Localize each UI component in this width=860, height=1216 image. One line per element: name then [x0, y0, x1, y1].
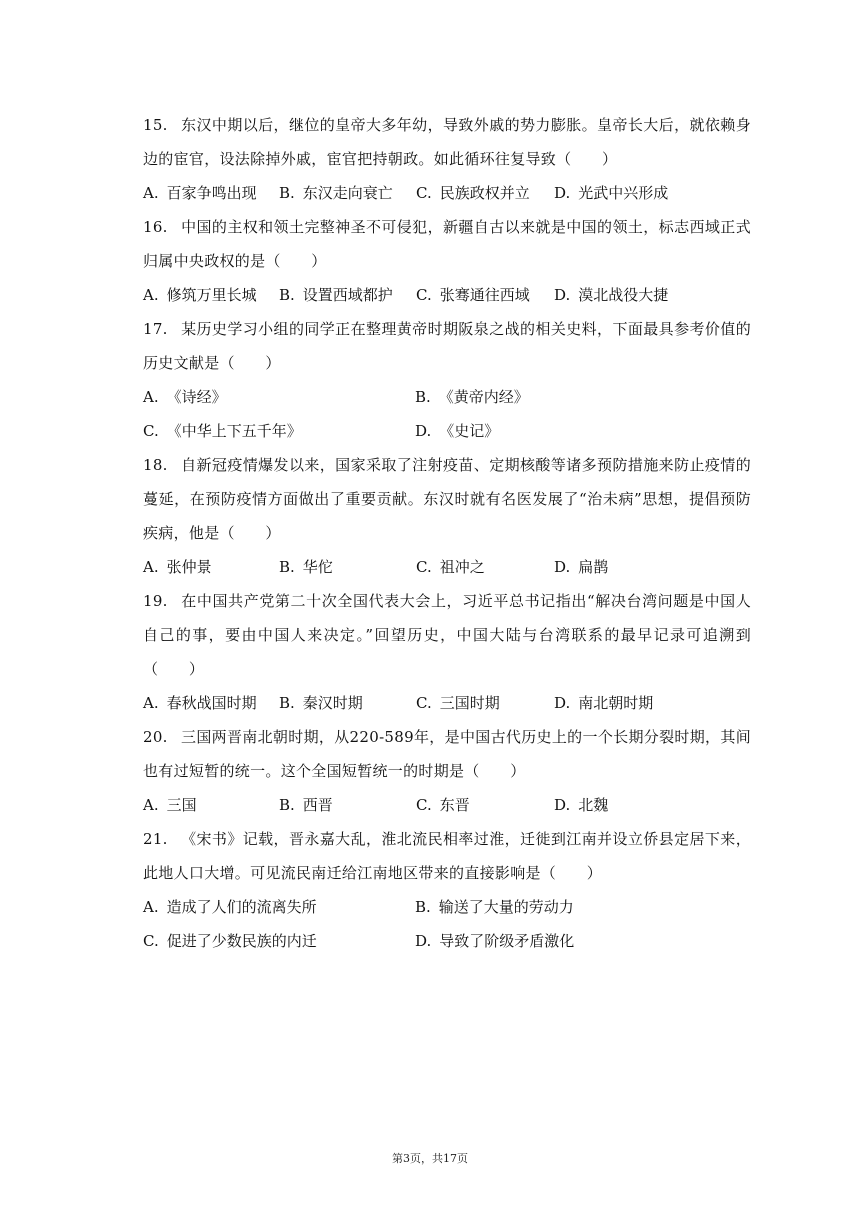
option-c: C. 三国时期	[416, 694, 500, 712]
option-d: D. 南北朝时期	[554, 694, 654, 712]
question-number: 21.	[143, 830, 168, 848]
question-21	[143, 822, 751, 958]
page-footer: 第3页，共17页	[392, 1152, 468, 1165]
question-text: 东汉中期以后，继位的皇帝大多年幼，导致外戚的势力膨胀。皇帝长大后，就依赖身边的宦官，设法除掉外戚，宦官把持朝政。如此循环往复导致（ ）	[143, 116, 751, 168]
options-row	[143, 278, 751, 312]
option-a: A. 修筑万里长城	[143, 286, 257, 304]
question-stem	[143, 312, 751, 380]
option-c: C. 促进了少数民族的内迁	[143, 932, 317, 950]
question-number: 18.	[143, 456, 168, 474]
option-c: C. 祖冲之	[416, 558, 485, 576]
question-17	[143, 312, 751, 448]
option-c: C. 民族政权并立	[416, 184, 530, 202]
question-text: 《宋书》记载，晋永嘉大乱，淮北流民相率过淮，迁徙到江南并设立侨县定居下来，此地人口大增。可见流民南迁给江南地区带来的直接影响是（ ）	[143, 830, 751, 882]
option-d: D. 漠北战役大捷	[554, 286, 669, 304]
question-16	[143, 210, 751, 312]
question-20	[143, 720, 751, 822]
question-number: 17.	[143, 320, 168, 338]
option-a: A. 百家争鸣出现	[143, 184, 257, 202]
option-d: D. 北魏	[554, 796, 609, 814]
option-b: B. 输送了大量的劳动力	[415, 898, 574, 916]
options-row	[143, 788, 751, 822]
question-stem	[143, 584, 751, 686]
option-b: B. 设置西域都护	[279, 286, 393, 304]
options-row	[143, 686, 751, 720]
question-number: 20.	[143, 728, 168, 746]
question-stem	[143, 108, 751, 176]
option-c: C. 《中华上下五千年》	[143, 422, 302, 440]
question-text: 自新冠疫情爆发以来，国家采取了注射疫苗、定期核酸等诸多预防措施来防止疫情的蔓延，在预防疫情方面做出了重要贡献。东汉时就有名医发展了“治未病”思想，提倡预防疾病，他是（ ）	[143, 456, 751, 542]
question-text: 三国两晋南北朝时期，从220-589年，是中国古代历史上的一个长期分裂时期，其间也有过短暂的统一。这个全国短暂统一的时期是（ ）	[143, 728, 751, 780]
option-a: A. 春秋战国时期	[143, 694, 257, 712]
question-19	[143, 584, 751, 720]
options-row	[143, 414, 751, 448]
option-d: D. 扁鹊	[554, 558, 609, 576]
question-stem	[143, 822, 751, 890]
option-d: D. 《史记》	[415, 422, 500, 440]
question-18	[143, 448, 751, 584]
option-b: B. 东汉走向衰亡	[279, 184, 393, 202]
options-row	[143, 550, 751, 584]
options-row	[143, 176, 751, 210]
option-c: C. 东晋	[416, 796, 470, 814]
question-stem	[143, 210, 751, 278]
option-a: A. 张仲景	[143, 558, 212, 576]
option-d: D. 导致了阶级矛盾激化	[415, 932, 575, 950]
option-b: B. 华佗	[279, 558, 333, 576]
options-row	[143, 890, 751, 924]
question-number: 16.	[143, 218, 168, 236]
question-text: 中国的主权和领土完整神圣不可侵犯，新疆自古以来就是中国的领土，标志西域正式归属中央政权的是（ ）	[143, 218, 751, 270]
option-b: B. 《黄帝内经》	[415, 388, 529, 406]
question-stem	[143, 448, 751, 550]
question-number: 15.	[143, 116, 168, 134]
options-row	[143, 924, 751, 958]
question-list	[143, 108, 751, 958]
options-row	[143, 380, 751, 414]
question-text: 某历史学习小组的同学正在整理黄帝时期阪泉之战的相关史料，下面最具参考价值的历史文献是（ ）	[143, 320, 751, 372]
question-15	[143, 108, 751, 210]
option-a: A. 三国	[143, 796, 197, 814]
option-d: D. 光武中兴形成	[554, 184, 669, 202]
question-text: 在中国共产党第二十次全国代表大会上，习近平总书记指出“解决台湾问题是中国人自己的事，要由中国人来决定。”回望历史，中国大陆与台湾联系的最早记录可追溯到（ ）	[143, 592, 751, 678]
option-b: B. 西晋	[279, 796, 333, 814]
option-b: B. 秦汉时期	[279, 694, 363, 712]
option-c: C. 张骞通往西域	[416, 286, 530, 304]
question-stem	[143, 720, 751, 788]
question-number: 19.	[143, 592, 168, 610]
option-a: A. 造成了人们的流离失所	[143, 898, 317, 916]
option-a: A. 《诗经》	[143, 388, 227, 406]
